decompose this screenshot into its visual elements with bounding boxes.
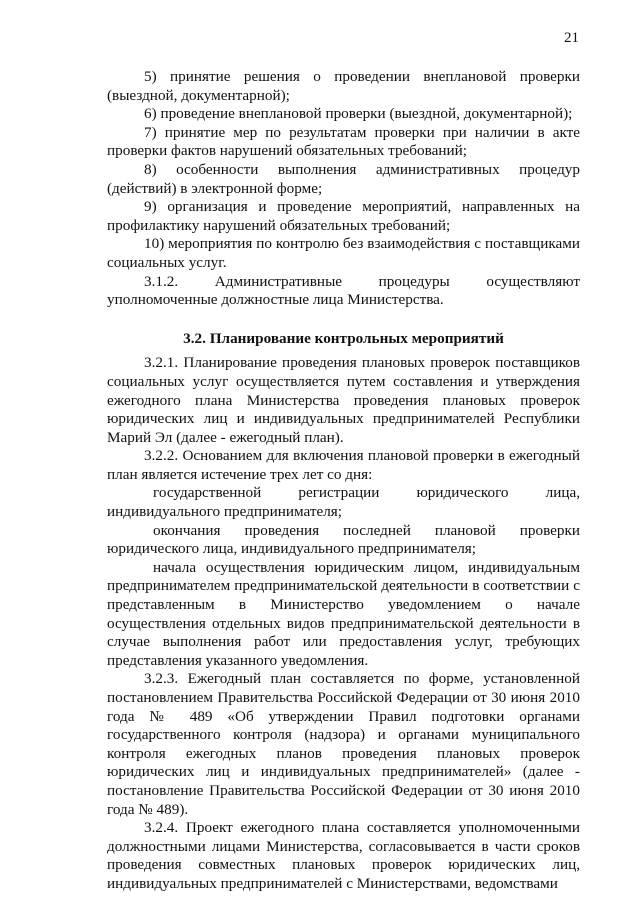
paragraph: окончания проведения последней плановой проверки юридического лица, индивидуального предпринимателя; [107, 521, 580, 558]
paragraph: 9) организация и проведение мероприятий, направленных на профилактику нарушений обязательных требований; [107, 198, 580, 234]
document-body [107, 68, 580, 894]
paragraph: 3.1.2. Административные процедуры осуществляют уполномоченные должностные лица Министерства. [107, 272, 580, 309]
paragraph: начала осуществления юридическим лицом, индивидуальным предпринимателем предпринимательской деятельности в соответствии с представленным в Министерство уведомлением о начале осуществления отдельных видов предпринимательской деятельности в случае выполнения работ или предоставления услуг, требующих представления указанного уведомления. [107, 558, 580, 669]
section-heading: 3.2. Планирование контрольных мероприятий [183, 329, 504, 347]
paragraph: 5) принятие решения о проведении внеплановой проверки (выездной, документарной); [107, 68, 580, 104]
paragraph: 7) принятие мер по результатам проверки при наличии в акте проверки фактов нарушений обязательных требований; [107, 123, 580, 160]
paragraph: 3.2.4. Проект ежегодного плана составляется уполномоченными должностными лицами Министерства, согласовывается в части сроков проведения совместных плановых проверок юридических лиц, индивидуальных предпринимателей с Министерствами, ведомствами [107, 819, 580, 892]
page-number: 21 [564, 30, 579, 46]
paragraph: 10) мероприятия по контролю без взаимодействия с поставщиками социальных услуг. [107, 235, 580, 271]
paragraph: 3.2.1. Планирование проведения плановых проверок поставщиков социальных услуг осуществляется путем составления и утверждения ежегодного плана Министерства проведения плановых проверок юридических лиц и индивидуальных предпринимателей Республики Марий Эл (далее - ежегодный план). [107, 354, 580, 446]
paragraph: государственной регистрации юридического лица, индивидуального предпринимателя; [107, 484, 580, 521]
paragraph: 6) проведение внеплановой проверки (выездной, документарной); [144, 105, 573, 123]
paragraph: 3.2.2. Основанием для включения плановой проверки в ежегодный план является истечение трех лет со дня: [107, 447, 580, 483]
paragraph: 8) особенности выполнения административных процедур (действий) в электронной форме; [107, 160, 580, 197]
paragraph: 3.2.3. Ежегодный план составляется по форме, установленной постановлением Правительства Российской Федерации от 30 июня 2010 года № 489 «Об утверждении Правил подготовки органами государственного контроля (надзора) и органами муниципального контроля ежегодных планов проведения плановых проверок юридических лиц и индивидуальных предпринимателей» (далее - постановление Правительства Российской Федерации от 30 июня 2010 года № 489). [107, 670, 580, 818]
